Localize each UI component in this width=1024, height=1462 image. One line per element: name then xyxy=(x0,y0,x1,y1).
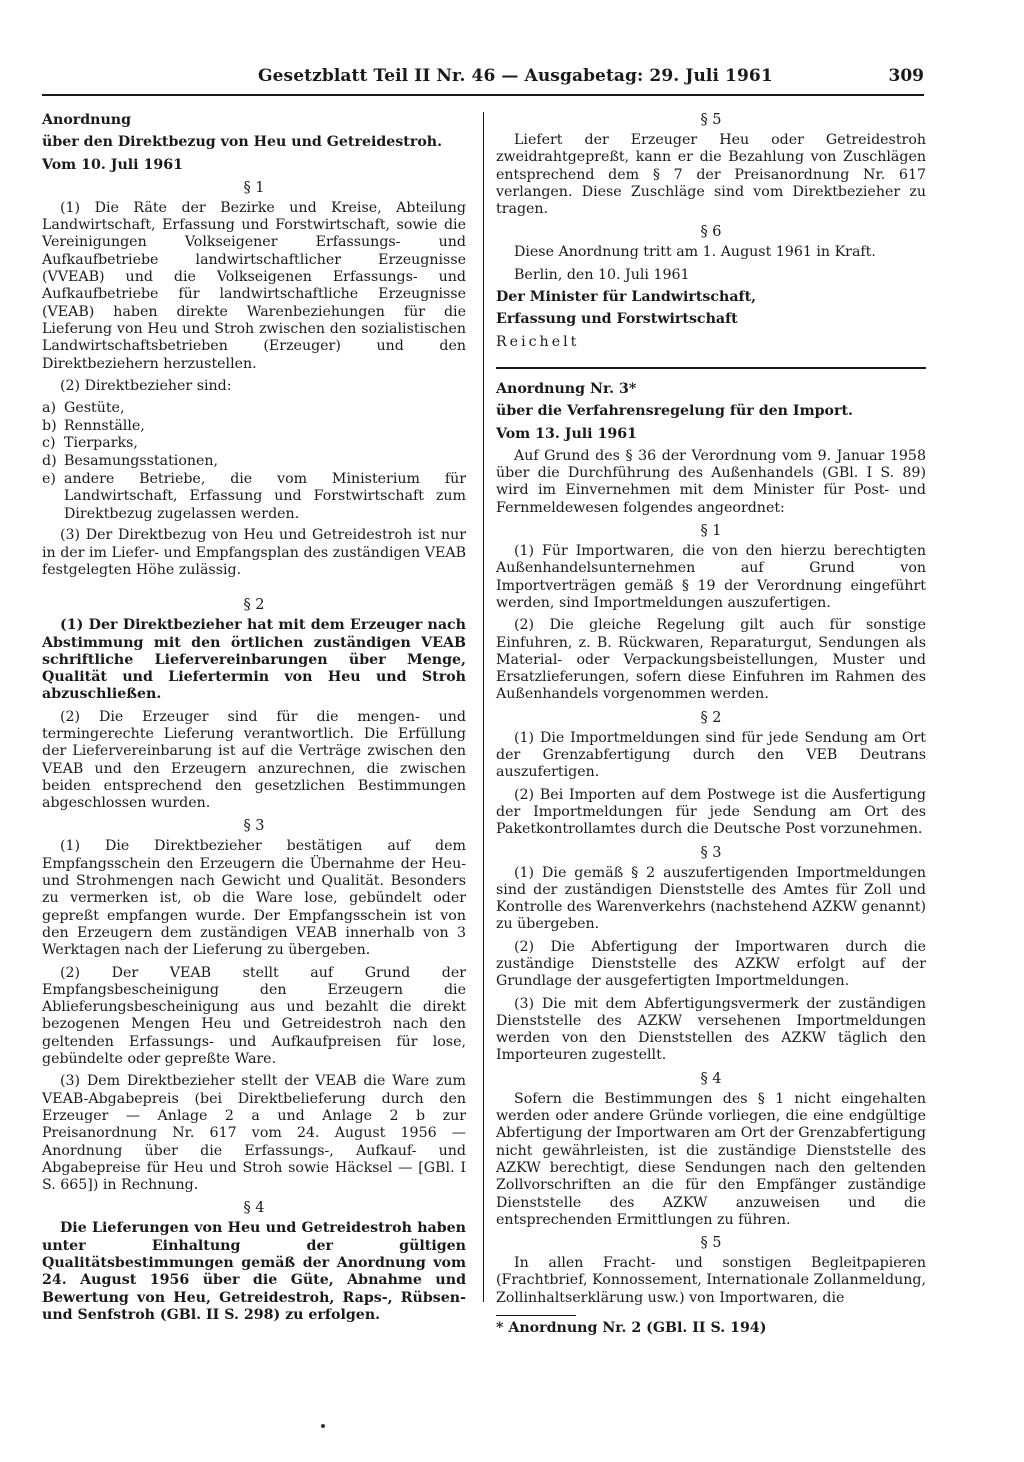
list-item: c) Tierparks, xyxy=(42,435,138,452)
doc2-preamble: Auf Grund des § 36 der Verordnung vom 9. Januar 1958 über die Durchführung des Außenhandels (GBl. I S. 89) wird im Einvernehmen mit dem Minister für Post- und Fernmeldewesen folgendes angeordnet: xyxy=(496,447,926,516)
page-number: 309 xyxy=(888,66,924,86)
doc1-s5-paragraph-1: Liefert der Erzeuger Heu oder Getreidestroh zweidrahtgepreßt, kann er die Bezahlung von Zuschlägen entsprechend dem § 7 der Preisanordnung Nr. 617 verlangen. Diese Zuschläge sind vom Direktbezieher zu tragen. xyxy=(496,132,926,218)
doc2-section-3: § 3 xyxy=(700,844,722,861)
doc2-s1-paragraph-1: (1) Für Importwaren, die von den hierzu berechtigten Außenhandelsunternehmen auf Grund von Importverträgen gemäß § 19 der Verordnung eingeführt werden, sind Importmeldungen auszufertigen. xyxy=(496,543,926,611)
doc1-s4-paragraph-1: Die Lieferungen von Heu und Getreidestroh haben unter Einhaltung der gültigen Qualitätsbestimmungen gemäß der Anordnung vom 24. August 1956 über die Güte, Abnahme und Bewertung von Heu, Getreidestroh, Raps-, Rübsen- und Senfstroh (GBl. II S. 298) zu erfolgen. xyxy=(42,1220,466,1323)
list-item: a) Gestüte, xyxy=(42,400,125,417)
doc1-s2-paragraph-2: (2) Die Erzeuger sind für die mengen- und termingerechte Lieferung verantwortlich. Die Erfüllung der Liefervereinbarung ist auf die Verträge zwischen den VEAB und den Erzeugern anzurechnen, die zwischen beiden entsprechend den gesetzlichen Bestimmungen abgeschlossen wurden. xyxy=(42,708,466,812)
list-item: d) Besamungsstationen, xyxy=(42,452,219,469)
doc1-s6-paragraph-1: Diese Anordnung tritt am 1. August 1961 in Kraft. xyxy=(514,244,876,261)
document-separator xyxy=(496,367,926,369)
doc1-section-5: § 5 xyxy=(700,112,722,128)
doc1-s1-paragraph-2: (2) Direktbezieher sind: xyxy=(60,377,232,394)
doc2-s2-paragraph-1: (1) Die Importmeldungen sind für jede Sendung am Ort der Grenzabfertigung durch den VEB Deutrans auszufertigen. xyxy=(496,729,926,781)
print-speck xyxy=(321,1424,325,1428)
doc2-title-line2: über die Verfahrensregelung für den Import. xyxy=(496,403,853,420)
doc1-s1-paragraph-3: (3) Der Direktbezug von Heu und Getreidestroh ist nur in der im Liefer- und Empfangsplan des zuständigen VEAB festgelegten Höhe zulässig. xyxy=(42,527,466,578)
footnote-rule xyxy=(496,1315,576,1316)
doc2-s2-paragraph-2: (2) Bei Importen auf dem Postwege ist die Ausfertigung der Importmeldungen für jede Sendung am Ort des Paketkontrollamtes durch die Deutsche Post vorzunehmen. xyxy=(496,786,926,838)
doc1-s2-paragraph-1: (1) Der Direktbezieher hat mit dem Erzeuger nach Abstimmung mit den örtlichen zuständigen VEAB schriftliche Liefervereinbarungen über Menge, Qualität und Liefertermin von Heu und Stroh abzuschließen. xyxy=(42,617,466,703)
doc2-s3-paragraph-3: (3) Die mit dem Abfertigungsvermerk der zuständigen Dienststelle des AZKW versehenen Importmeldungen werden von den Dienststellen des AZKW täglich den Importeuren zugestellt. xyxy=(496,995,926,1064)
doc1-direct-buyer-list xyxy=(42,400,466,523)
doc1-signer-line1: Der Minister für Landwirtschaft, xyxy=(496,289,757,306)
doc2-date: Vom 13. Juli 1961 xyxy=(496,425,637,442)
doc2-s3-paragraph-2: (2) Die Abfertigung der Importwaren durch die zuständige Dienststelle des AZKW erfolgt auf der Grundlage der ausgefertigten Importmeldungen. xyxy=(496,938,926,990)
doc1-date: Vom 10. Juli 1961 xyxy=(42,156,183,173)
doc1-section-6: § 6 xyxy=(700,224,722,241)
list-item: b) Rennställe, xyxy=(42,417,145,434)
running-title: Gesetzblatt Teil II Nr. 46 — Ausgabetag: 29. Juli 1961 xyxy=(258,66,773,86)
doc1-signer-name: Reichelt xyxy=(496,333,580,350)
doc1-section-4: § 4 xyxy=(243,1200,265,1217)
column-divider xyxy=(483,112,484,1302)
list-item: e) andere Betriebe, die vom Ministerium für Landwirtschaft, Erfassung und Forstwirtschaft zum Direktbezug zugelassen werden. xyxy=(42,470,466,522)
doc2-title-line1: Anordnung Nr. 3* xyxy=(496,380,637,397)
doc2-s4-paragraph-1: Sofern die Bestimmungen des § 1 nicht eingehalten werden oder andere Gründe vorliegen, die eine endgültige Abfertigung der Importwaren am Ort der Grenzabfertigung nicht gewährleisten, ist die zuständige Dienststelle des AZKW berechtigt, diese Sendungen nach den geltenden Zollvorschriften an die für den Empfänger zuständige Dienststelle des AZKW anzuweisen und die entsprechenden Ermittlungen zu führen. xyxy=(496,1090,926,1228)
doc1-place-date: Berlin, den 10. Juli 1961 xyxy=(514,266,690,283)
right-column xyxy=(496,112,926,1342)
footnote: * Anordnung Nr. 2 (GBl. II S. 194) xyxy=(496,1320,767,1337)
running-header xyxy=(258,66,924,92)
doc1-section-3: § 3 xyxy=(243,818,265,835)
doc2-section-4: § 4 xyxy=(700,1070,722,1087)
doc1-s1-paragraph-1: (1) Die Räte der Bezirke und Kreise, Abteilung Landwirtschaft, Erfassung und Forstwirtschaft, sowie die Vereinigungen Volkseigener Erfassungs- und Aufkaufbetriebe landwirtschaftlicher Erzeugnisse (VVEAB) und die Volkseigenen Erfassungs- und Aufkaufbetriebe für landwirtschaftliche Erzeugnisse (VEAB) haben direkte Warenbeziehungen für die Lieferung von Heu und Stroh zwischen den sozialistischen Landwirtschaftsbetrieben (Erzeuger) und den Direktbeziehern herzustellen. xyxy=(42,199,466,372)
doc2-section-1: § 1 xyxy=(700,523,722,540)
doc2-s5-paragraph-1: In allen Fracht- und sonstigen Begleitpapieren (Frachtbrief, Konnossement, Internationale Zollanmeldung, Zollinhaltserklärung usw.) von Importwaren, die xyxy=(496,1255,926,1306)
left-column xyxy=(42,112,466,1329)
doc1-section-2: § 2 xyxy=(243,597,265,614)
doc1-title-line2: über den Direktbezug von Heu und Getreidestroh. xyxy=(42,134,443,151)
doc2-section-5: § 5 xyxy=(700,1235,722,1252)
doc1-s3-paragraph-3: (3) Dem Direktbezieher stellt der VEAB die Ware zum VEAB-Abgabepreis (bei Direktbelieferung durch den Erzeuger — Anlage 2 a und Anlage 2 b zur Preisanordnung Nr. 617 vom 24. August 1956 — Anordnung über die Erfassungs-, Aufkauf- und Abgabepreise für Heu und Stroh sowie Häcksel — [GBl. I S. 665]) in Rechnung. xyxy=(42,1073,466,1194)
doc2-s3-paragraph-1: (1) Die gemäß § 2 auszufertigenden Importmeldungen sind der zuständigen Dienststelle des Amtes für Zoll und Kontrolle des Warenverkehrs (nachstehend AZKW genannt) zu übergeben. xyxy=(496,864,926,933)
doc1-s3-paragraph-2: (2) Der VEAB stellt auf Grund der Empfangsbescheinigung den Erzeugern die Ablieferungsbescheinigung aus und bezahlt die direkt bezogenen Mengen Heu und Getreidestroh nach den geltenden Erfassungs- und Aufkaufpreisen für lose, gebündelte oder gepreßte Ware. xyxy=(42,964,466,1068)
doc1-title-line1: Anordnung xyxy=(42,112,132,128)
doc2-s1-paragraph-2: (2) Die gleiche Regelung gilt auch für sonstige Einfuhren, z. B. Rückwaren, Reparaturgut, Sendungen als Material- oder Verpackungsbeistellungen, Muster und Ersatzlieferungen, sofern diese Einfuhren im Rahmen des Außenhandels vorgenommen werden. xyxy=(496,617,926,703)
doc2-section-2: § 2 xyxy=(700,709,722,726)
doc1-s3-paragraph-1: (1) Die Direktbezieher bestätigen auf dem Empfangsschein den Erzeugern die Übernahme der Heu- und Strohmengen nach Gewicht und Qualität. Besonders zu vermerken ist, ob die Ware lose, gebündelt oder gepreßt empfangen wurde. Der Empfangsschein ist von den Erzeugern dem zuständigen VEAB innerhalb von 3 Werktagen nach der Lieferung zu übergeben. xyxy=(42,838,466,959)
doc1-section-1: § 1 xyxy=(243,179,265,196)
header-rule xyxy=(42,94,924,96)
doc1-signer-line2: Erfassung und Forstwirtschaft xyxy=(496,311,738,328)
